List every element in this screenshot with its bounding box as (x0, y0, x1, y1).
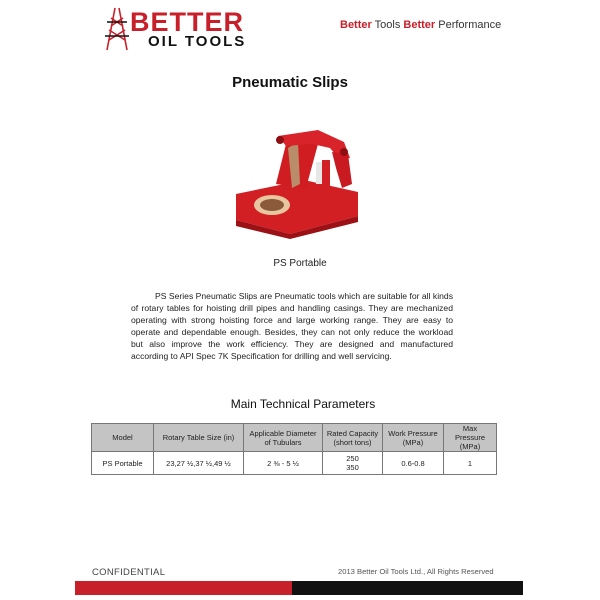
cell-work-pressure: 0.6-0.8 (383, 452, 444, 475)
cell-model: PS Portable (92, 452, 154, 475)
product-description: PS Series Pneumatic Slips are Pneumatic tools which are suitable for all kinds of rotary tables for hoisting drill pipes and handling casings. They are mechanized operating with strong hoisting force and large working range. They are easy to operate and dependable enough. Besides, they can not only reduce the workload but also improve the work efficiency. They are designed and manufactured according to API Spec 7K Specification for drilling and well servicing. (131, 291, 453, 361)
logo-better-text: BETTER (130, 7, 244, 37)
header-max-pressure (444, 424, 497, 452)
header-model (92, 424, 154, 452)
header-model-label: Model (112, 433, 133, 442)
cell-capacity-1: 250 (346, 454, 359, 463)
header-diameter-line1: Applicable Diameter (249, 428, 317, 438)
header-rated-capacity (323, 424, 383, 452)
header-rotary-table-size (154, 424, 244, 452)
tagline (340, 19, 501, 31)
cell-capacity-2: 350 (346, 463, 359, 472)
table-row (92, 452, 497, 475)
confidential-label: CONFIDENTIAL (92, 567, 166, 578)
copyright-notice: 2013 Better Oil Tools Ltd., All Rights Reserved (338, 567, 494, 576)
table-header-row (92, 424, 497, 452)
footer-color-bar (75, 581, 523, 595)
header-work-pressure (383, 424, 444, 452)
cell-max-pressure: 1 (444, 452, 497, 475)
cell-applicable-diameter: 2 ⅜ - 5 ½ (244, 452, 323, 475)
pneumatic-slips-image (232, 122, 362, 240)
tagline-performance: Performance (435, 19, 502, 31)
logo-oil-tools-text: OIL TOOLS (148, 33, 247, 50)
tagline-better-1: Better (340, 19, 372, 31)
footer-bar-red (75, 581, 292, 595)
header-capacity-line2: (short tons) (333, 437, 372, 447)
parameters-table (91, 423, 497, 475)
header-capacity-line1: Rated Capacity (326, 428, 379, 438)
header-work-line1: Work Pressure (388, 428, 438, 438)
page-title: Pneumatic Slips (232, 74, 348, 91)
header-rotary-label: Rotary Table Size (in) (162, 433, 235, 442)
cell-rotary-table-size: 23,27 ½,37 ½,49 ½ (154, 452, 244, 475)
footer-bar-black (292, 581, 523, 595)
tagline-tools: Tools (371, 19, 404, 31)
derrick-logo-icon (104, 6, 130, 52)
cell-rated-capacity (323, 452, 383, 475)
header-work-line2: (MPa) (402, 437, 424, 447)
header-max-line2: (MPa) (459, 442, 481, 451)
product-caption: PS Portable (273, 258, 327, 269)
header-applicable-diameter (244, 424, 323, 452)
company-logo (104, 6, 264, 52)
tagline-better-2: Better (403, 19, 436, 31)
parameters-title: Main Technical Parameters (230, 397, 376, 411)
header-diameter-line2: of Tubulars (264, 437, 302, 447)
header-max-line1: Max Pressure (454, 424, 485, 442)
